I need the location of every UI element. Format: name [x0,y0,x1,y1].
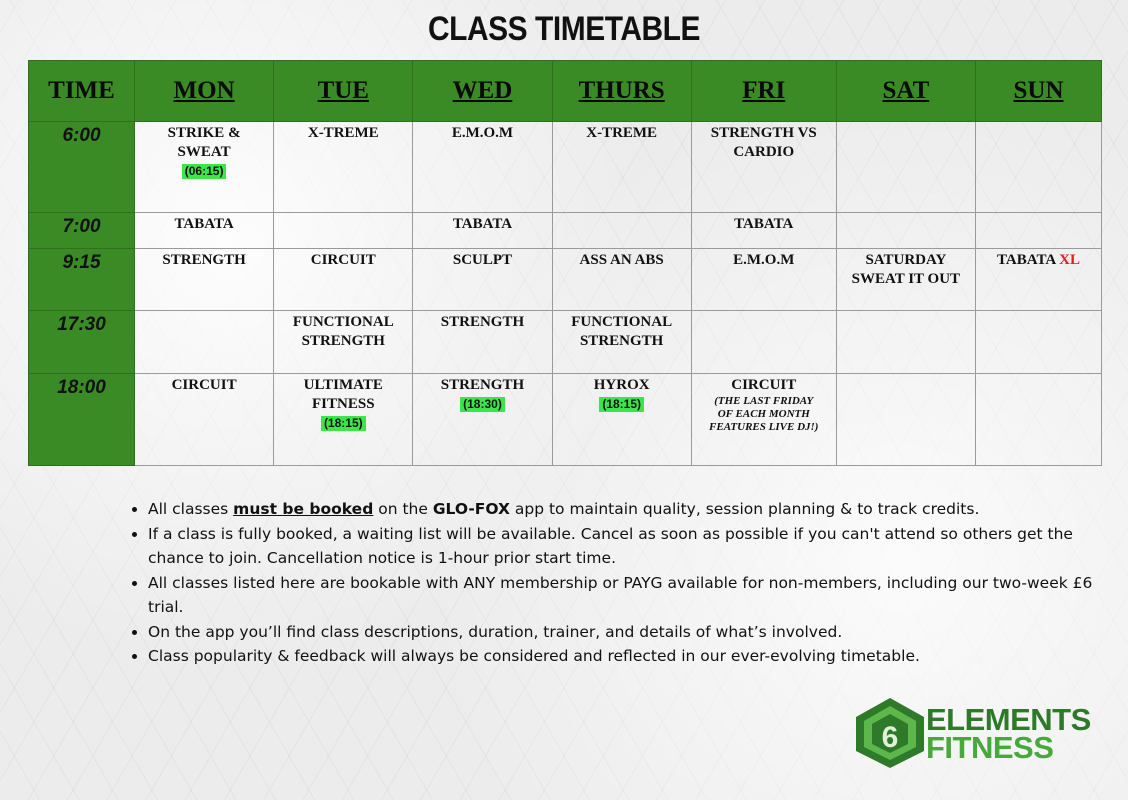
class-cell [552,373,691,465]
rule-text: On the app you’ll find class descriptions, duration, trainer, and details of what’s involved. [148,622,843,641]
rule-text: must be booked [233,500,374,518]
timetable-row [29,311,1102,373]
class-name: ASS AN ABS [579,252,664,269]
time-badge: (18:15) [599,397,644,412]
rule-text: All classes listed here are bookable with ANY membership or PAYG available for non-members, including our two-week £6 trial. [148,573,1093,616]
time-slot: 7:00 [29,212,135,248]
timetable-header-row [29,61,1102,122]
class-cell [976,249,1102,311]
time-badge: (06:15) [182,164,227,179]
class-cell [135,373,274,465]
class-name [980,251,1097,270]
class-name: CIRCUIT [171,376,237,393]
class-cell [691,373,836,465]
class-cell [976,311,1102,373]
class-cell [976,122,1102,213]
time-slot: 9:15 [29,249,135,311]
class-cell [413,311,552,373]
class-name: STRENGTH [440,314,525,331]
rule-item [148,497,1108,522]
class-cell [413,122,552,213]
booking-rules-list [118,497,1108,669]
class-cell [274,373,413,465]
logo-line2: FITNESS [926,730,1054,765]
class-name: CARDIO [733,144,795,160]
class-cell [691,212,836,248]
class-cell [836,373,975,465]
class-cell [413,212,552,248]
class-name: FITNESS [312,395,375,412]
class-name: TABATA [452,215,513,232]
header-time: TIME [29,61,135,122]
class-name: STRENGTH [301,333,385,350]
timetable-row [29,249,1102,311]
class-name-text: TABATA [997,252,1056,269]
class-cell [691,249,836,311]
class-cell [552,249,691,311]
class-name: CIRCUIT [731,376,797,393]
rule-text: If a class is fully booked, a waiting list will be available. Cancel as soon as possible if you can't attend so others get the chance to join. Cancellation notice is 1-hour prior start time. [148,524,1073,567]
class-name: SWEAT IT OUT [851,271,961,288]
page-title: CLASS TIMETABLE [427,10,701,48]
class-cell [691,311,836,373]
class-name: E.M.O.M [451,125,514,141]
logo-wordmark [926,702,1091,765]
class-name: SATURDAY [865,252,947,269]
rule-text: GLO-FOX [432,500,510,518]
timetable-row [29,212,1102,248]
class-name: CIRCUIT [310,252,376,269]
timetable-row [29,122,1102,213]
rule-item [148,620,1108,645]
class-cell [836,212,975,248]
class-name: X-TREME [307,125,379,141]
timetable-body [29,122,1102,466]
class-cell [274,122,413,213]
header-day: SUN [976,61,1102,122]
class-name: SWEAT [177,144,231,160]
class-cell [135,212,274,248]
rule-item [148,571,1108,620]
rule-text: All classes [148,500,234,518]
time-slot: 6:00 [29,122,135,213]
class-note: FEATURES LIVE DJ!) [709,420,819,433]
timetable [28,60,1102,466]
class-name: STRENGTH [162,252,246,269]
class-cell [836,249,975,311]
class-cell [836,311,975,373]
class-name-suffix: XL [1059,252,1080,269]
class-name: STRIKE & [167,125,241,141]
class-cell [135,122,274,213]
class-cell [976,373,1102,465]
rule-text: app to maintain quality, session planning & to track credits. [509,500,980,518]
class-cell [413,373,552,465]
time-slot: 17:30 [29,311,135,373]
class-cell [552,212,691,248]
class-name: STRENGTH [440,376,525,393]
class-cell [836,122,975,213]
class-cell [552,311,691,373]
rule-text: on the [373,500,433,518]
timetable-row [29,373,1102,465]
class-name: FUNCTIONAL [571,314,673,331]
class-cell [135,311,274,373]
header-day: SAT [836,61,975,122]
logo-mark: 6 [881,721,899,754]
header-day: THURS [552,61,691,122]
time-badge: (18:30) [460,397,505,412]
header-day: TUE [274,61,413,122]
class-name: HYROX [593,376,650,393]
header-day: FRI [691,61,836,122]
class-note: OF EACH MONTH [717,407,810,420]
class-name: E.M.O.M [733,252,795,269]
class-cell [552,122,691,213]
class-name: ULTIMATE [303,376,383,393]
class-name: SCULPT [452,252,513,269]
class-name: TABATA [174,215,234,232]
class-cell [274,311,413,373]
rule-item [148,522,1108,571]
class-name: FUNCTIONAL [292,314,394,331]
class-name: X-TREME [586,125,658,141]
class-name: STRENGTH [579,333,664,350]
class-name: STRENGTH VS [710,125,817,141]
header-day: MON [135,61,274,122]
class-cell [691,122,836,213]
class-cell [274,212,413,248]
time-badge: (18:15) [321,416,366,431]
logo-line1: ELEMENTS [926,702,1091,737]
class-name: TABATA [734,215,794,232]
header-day: WED [413,61,552,122]
rule-item [148,644,1108,669]
rule-text: Class popularity & feedback will always be considered and reflected in our ever-evolving timetable. [148,647,920,665]
class-cell [413,249,552,311]
class-note: (THE LAST FRIDAY [714,394,814,407]
class-cell [274,249,413,311]
class-cell [135,249,274,311]
class-cell [976,212,1102,248]
time-slot: 18:00 [29,373,135,465]
